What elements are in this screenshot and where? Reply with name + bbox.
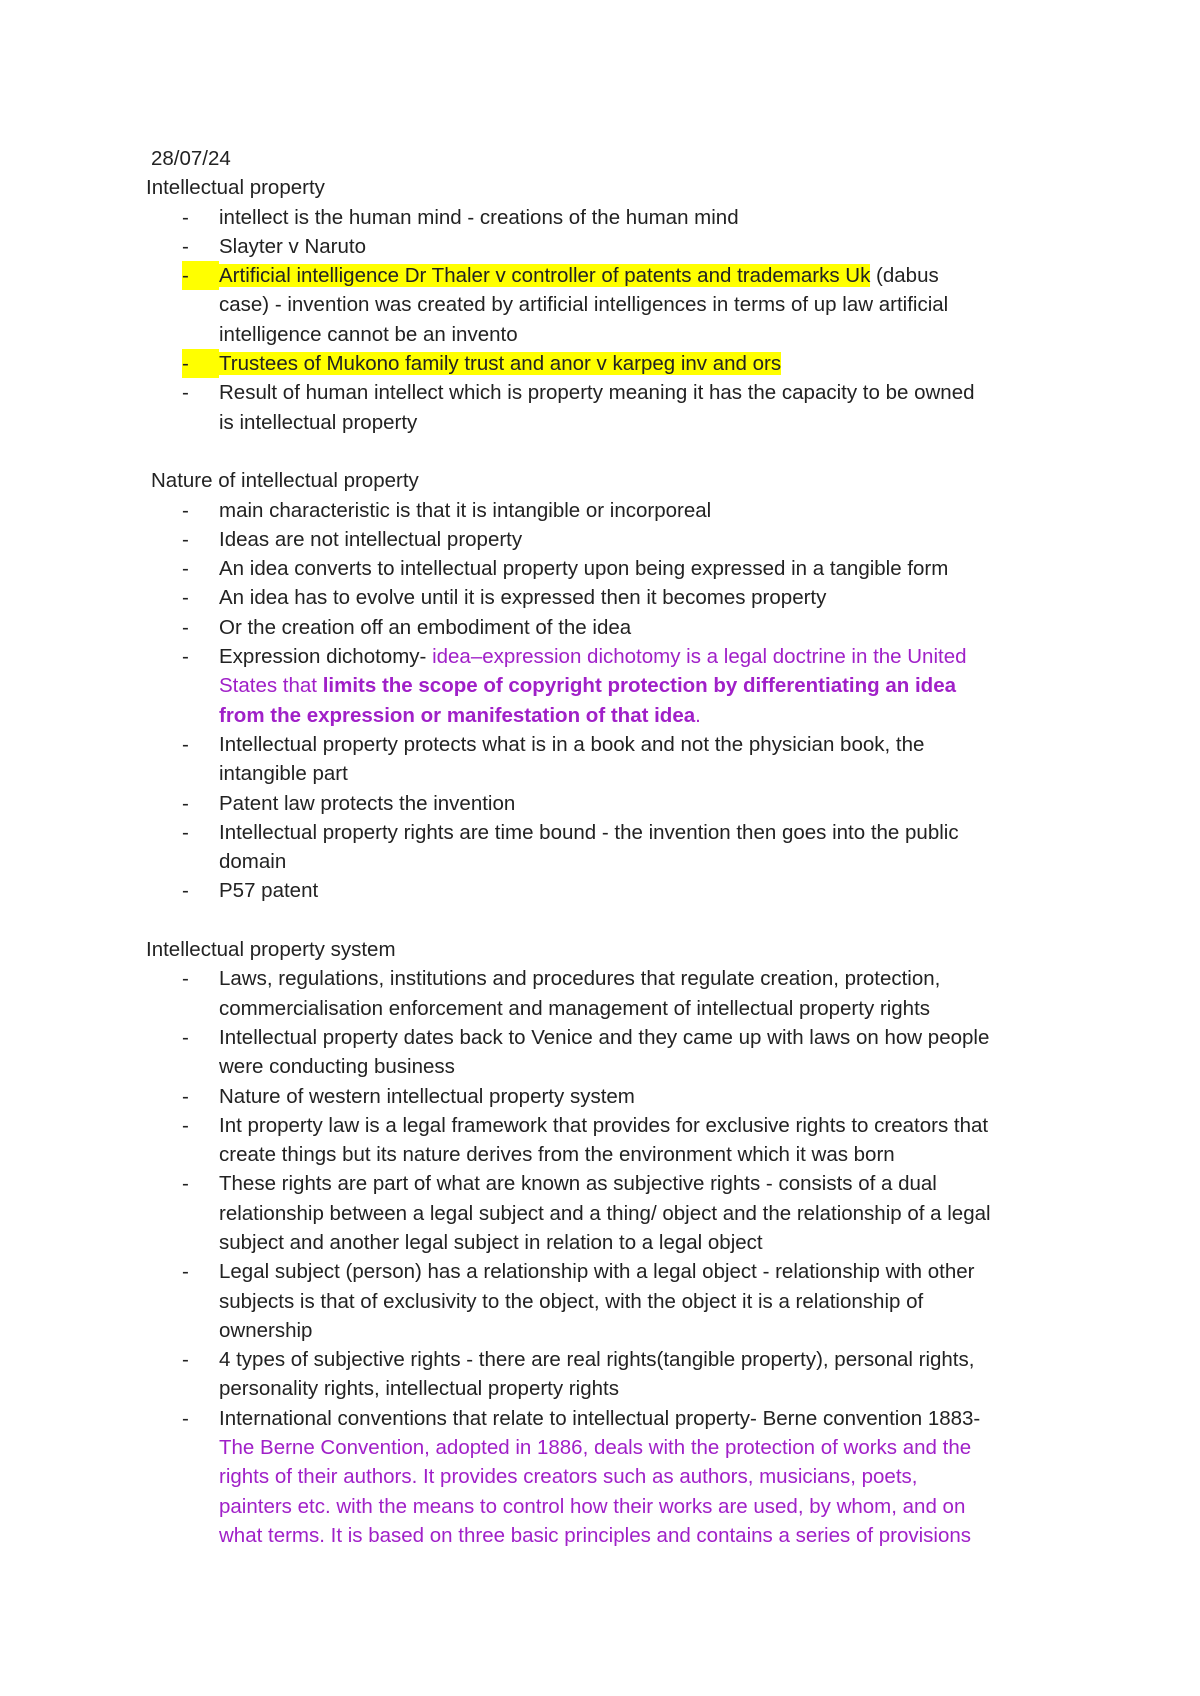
section-heading-intellectual-property: Intellectual property — [146, 176, 325, 200]
list-item: - Or the creation off an embodiment of the idea — [146, 613, 1066, 642]
section1-list — [146, 203, 1066, 437]
list-item-highlighted: - Artificial intelligence Dr Thaler v controller of patents and trademarks Uk (dabus case) - invention was created by artificial intelligences in terms of up law artificial intelligence cannot be an invento — [146, 261, 1066, 349]
list-item: - 4 types of subjective rights - there are real rights(tangible property), personal rights, personality rights, intellectual property rights — [146, 1345, 1066, 1404]
list-item: - Expression dichotomy- idea–expression dichotomy is a legal doctrine in the United States that limits the scope of copyright protection by differentiating an idea from the expression or manifestation of that idea. — [146, 642, 1066, 730]
highlighted-text: Trustees of Mukono family trust and anor v karpeg inv and ors — [219, 352, 782, 376]
list-item: - These rights are part of what are known as subjective rights - consists of a dual relationship between a legal subject and a thing/ object and the relationship of a legal subject and another legal subject in relation to a legal object — [146, 1169, 1066, 1257]
dash-bullet: - — [182, 349, 219, 378]
dash-bullet: - — [182, 498, 189, 522]
list-item: - An idea has to evolve until it is expressed then it becomes property — [146, 583, 1066, 612]
list-item: - Intellectual property dates back to Venice and they came up with laws on how people were conducting business — [146, 1023, 1066, 1082]
dash-bullet: - — [182, 791, 189, 815]
dash-bullet: - — [182, 1084, 189, 1108]
dash-bullet: - — [182, 234, 189, 258]
list-item: - Laws, regulations, institutions and procedures that regulate creation, protection, commercialisation enforcement and management of intellectual property rights — [146, 964, 1066, 1023]
list-item: - main characteristic is that it is intangible or incorporeal — [146, 496, 1066, 525]
dash-bullet: - — [182, 557, 189, 581]
list-item: - Result of human intellect which is property meaning it has the capacity to be owned is intellectual property — [146, 378, 1066, 437]
list-item: - Patent law protects the invention — [146, 789, 1066, 818]
dash-bullet: - — [182, 381, 189, 405]
note-date: 28/07/24 — [151, 147, 231, 170]
emphasized-text: limits the scope of copyright protection by differentiating an idea — [322, 674, 956, 698]
list-item: - International conventions that relate to intellectual property- Berne convention 1883- The Berne Convention, adopted in 1886, deals with the protection of works and the rights of their authors. It provides creators such as authors, musicians, poets, painters etc. with the means to control how their works are used, by whom, and on what terms. It is based on three basic principles and contains a series of provisions — [146, 1404, 1066, 1550]
quoted-definition: idea–expression dichotomy is a legal doctrine in the United — [432, 645, 967, 669]
section-heading-system: Intellectual property system — [146, 938, 396, 962]
list-item: - intellect is the human mind - creations of the human mind — [146, 203, 1066, 232]
list-item: - Ideas are not intellectual property — [146, 525, 1066, 554]
dash-bullet: - — [182, 1348, 189, 1372]
list-item: - An idea converts to intellectual property upon being expressed in a tangible form — [146, 554, 1066, 583]
dash-bullet: - — [182, 967, 189, 991]
dash-bullet: - — [182, 645, 189, 669]
dash-bullet: - — [182, 1113, 189, 1137]
list-item: - Intellectual property rights are time bound - the invention then goes into the public domain — [146, 818, 1066, 877]
section2-list — [146, 496, 1066, 906]
dash-bullet: - — [182, 586, 189, 610]
section3-list — [146, 964, 1066, 1550]
list-item: - Slayter v Naruto — [146, 232, 1066, 261]
dash-bullet: - — [182, 205, 189, 229]
list-item: - Int property law is a legal framework that provides for exclusive rights to creators that create things but its nature derives from the environment which it was born — [146, 1111, 1066, 1170]
dash-bullet: - — [182, 1260, 189, 1284]
document-content — [146, 144, 1066, 1550]
emphasized-text: from the expression or manifestation of that idea — [219, 703, 696, 727]
list-item: - P57 patent — [146, 876, 1066, 905]
list-item: - Nature of western intellectual property system — [146, 1082, 1066, 1111]
dash-bullet: - — [182, 732, 189, 756]
quoted-definition: The Berne Convention, adopted in 1886, deals with the protection of works and the — [219, 1436, 972, 1460]
list-item-highlighted — [146, 349, 1066, 378]
section-heading-nature: Nature of intellectual property — [151, 469, 419, 493]
dash-bullet: - — [182, 261, 219, 290]
dash-bullet: - — [182, 1025, 189, 1049]
highlighted-text: Artificial intelligence Dr Thaler v controller of patents and trademarks Uk — [219, 264, 871, 288]
dash-bullet: - — [182, 527, 189, 551]
dash-bullet: - — [182, 879, 189, 903]
dash-bullet: - — [182, 820, 189, 844]
list-item: - Legal subject (person) has a relationship with a legal object - relationship with other subjects is that of exclusivity to the object, with the object it is a relationship of ownership — [146, 1257, 1066, 1345]
dash-bullet: - — [182, 615, 189, 639]
list-item: - Intellectual property protects what is in a book and not the physician book, the intangible part — [146, 730, 1066, 789]
dash-bullet: - — [182, 1172, 189, 1196]
dash-bullet: - — [182, 1406, 189, 1430]
